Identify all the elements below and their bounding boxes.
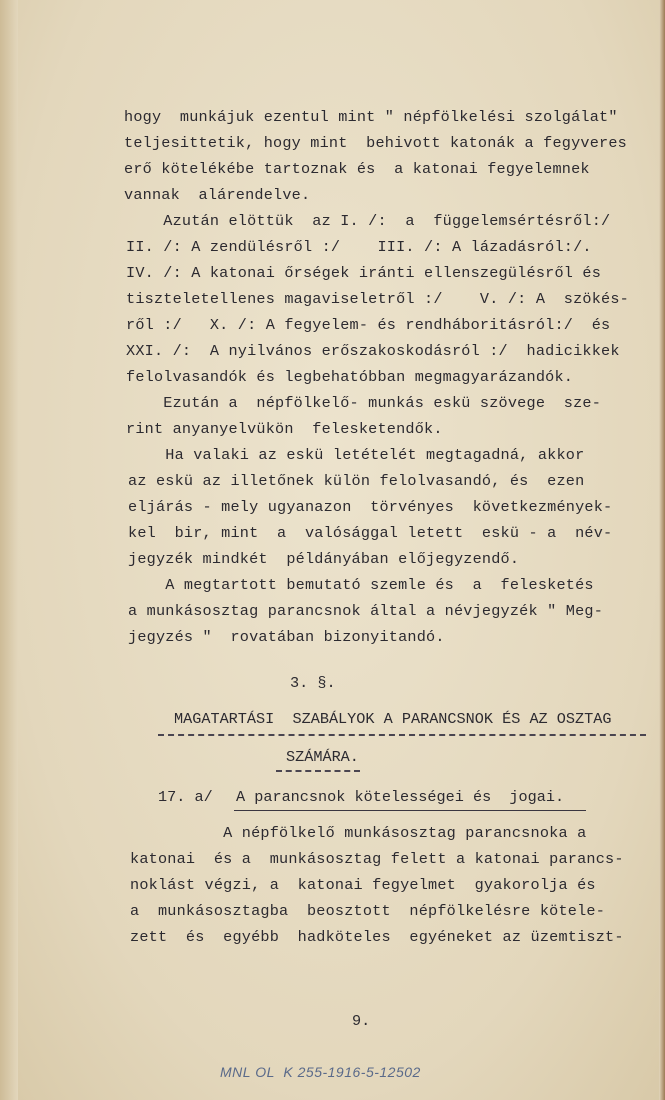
text-line: zett és egyébb hadköteles egyéneket az üzemtiszt- xyxy=(130,928,624,946)
text-line: ről :/ X. /: A fegyelem- és rendháboritásról:/ és xyxy=(126,316,611,334)
text-line: A népfölkelő munkásosztag parancsnoka a xyxy=(130,824,587,842)
section-title-continued: SZÁMÁRA. xyxy=(286,748,359,766)
text-line: az eskü az illetőnek külön felolvasandó, és ezen xyxy=(128,472,585,490)
text-line: Ezután a népfölkelő- munkás eskü szövege sze- xyxy=(126,394,602,412)
text-line: noklást végzi, a katonai fegyelmet gyakorolja és xyxy=(130,876,596,894)
text-line: erő kötelékébe tartoznak és a katonai fegyelemnek xyxy=(124,160,590,178)
section-title-underline xyxy=(158,734,646,736)
page-edge xyxy=(659,0,665,1100)
text-line: kel bir, mint a valósággal letett eskü - a név- xyxy=(128,524,613,542)
text-line: IV. /: A katonai őrségek iránti ellenszegülésről és xyxy=(126,264,602,282)
text-line: II. /: A zendülésről :/ III. /: A lázadásról:/. xyxy=(126,238,592,256)
text-line: rint anyanyelvükön felesketendők. xyxy=(126,420,443,438)
text-line: felolvasandók és legbehatóbban megmagyarázandók. xyxy=(126,368,574,386)
subsection-number: 17. a/ xyxy=(158,788,213,806)
text-line: Azután elöttük az I. /: a függelemsértésről:/ xyxy=(126,212,611,230)
section-title: MAGATARTÁSI SZABÁLYOK A PARANCSNOK ÉS AZ OSZTAG xyxy=(174,710,612,728)
text-line: jegyzék mindkét példányában előjegyzendő. xyxy=(128,550,520,568)
page-fold-shadow xyxy=(0,0,18,1100)
subsection-title-underline xyxy=(234,810,586,811)
text-line: eljárás - mely ugyanazon törvényes következmények- xyxy=(128,498,613,516)
subsection-title: A parancsnok kötelességei és jogai. xyxy=(236,788,565,806)
text-line: teljesittetik, hogy mint behivott katonák a fegyveres xyxy=(124,134,627,152)
text-line: katonai és a munkásosztag felett a katonai parancs- xyxy=(130,850,624,868)
text-line: A megtartott bemutató szemle és a felesketés xyxy=(128,576,594,594)
text-line: vannak alárendelve. xyxy=(124,186,311,204)
text-line: a munkásosztag parancsnok által a névjegyzék " Meg- xyxy=(128,602,604,620)
text-line: XXI. /: A nyilvános erőszakoskodásról :/ hadicikkek xyxy=(126,342,620,360)
text-line: jegyzés " rovatában bizonyitandó. xyxy=(128,628,445,646)
page-number: 9. xyxy=(352,1012,371,1030)
text-line: tiszteletellenes magaviseletről :/ V. /: A szökés- xyxy=(126,290,629,308)
text-line: Ha valaki az eskü letételét megtagadná, akkor xyxy=(128,446,585,464)
section-title-underline xyxy=(276,770,360,772)
text-line: a munkásosztagba beosztott népfölkelésre kötele- xyxy=(130,902,606,920)
archive-reference: MNL OL K 255-1916-5-12502 xyxy=(220,1064,421,1080)
section-number: 3. §. xyxy=(290,674,336,692)
text-line: hogy munkájuk ezentul mint " népfölkelési szolgálat" xyxy=(124,108,618,126)
